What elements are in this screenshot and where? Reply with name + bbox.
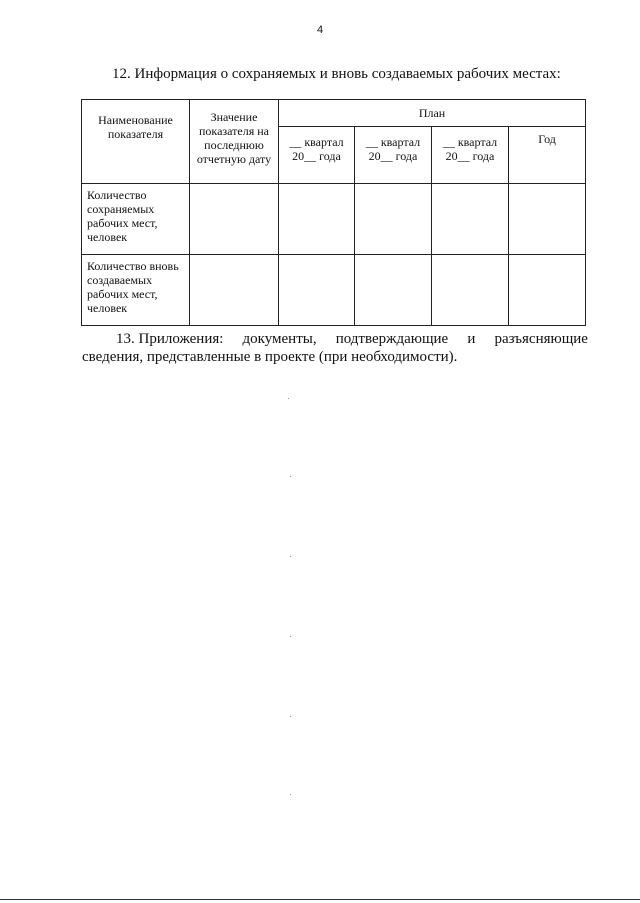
- quarter-1-line1: __ квартал: [289, 135, 344, 149]
- table-cell: [432, 184, 509, 255]
- header-quarter-2: [355, 127, 432, 184]
- table-cell: [355, 184, 432, 255]
- scan-speck: [290, 476, 291, 477]
- header-year: Год: [509, 127, 586, 184]
- section-13-line2: сведения, представленные в проекте (при необходимости).: [82, 349, 458, 365]
- table-cell: [509, 184, 586, 255]
- quarter-1-line2: 20__ года: [292, 149, 341, 163]
- header-value-last-date: Значение показателя на последнюю отчетную дату: [190, 100, 279, 184]
- section-13-line1: [82, 330, 588, 348]
- page-number: 4: [316, 24, 324, 36]
- table-row: [82, 255, 586, 326]
- table-cell: [279, 255, 355, 326]
- section-13-word: и: [467, 331, 476, 347]
- section-13-paragraph: [82, 330, 588, 366]
- section-13-word: подтверждающие: [335, 331, 449, 347]
- table-cell: [279, 184, 355, 255]
- header-quarter-3: [432, 127, 509, 184]
- scan-speck: [290, 636, 291, 637]
- table-cell: [432, 255, 509, 326]
- row-label-new-jobs: Количество вновь создаваемых рабочих мест, человек: [82, 255, 190, 326]
- jobs-table: [81, 99, 586, 326]
- table-cell: [190, 255, 279, 326]
- quarter-2-line1: __ квартал: [365, 135, 421, 149]
- header-quarter-1: [279, 127, 355, 184]
- page-bottom-edge: [0, 899, 640, 900]
- section-12-title: 12. Информация о сохраняемых и вновь создаваемых рабочих местах:: [112, 66, 561, 82]
- table-cell: [509, 255, 586, 326]
- table-row: [82, 184, 586, 255]
- scan-speck: [290, 794, 291, 795]
- table-cell: [190, 184, 279, 255]
- row-label-retained-jobs: Количество сохраняемых рабочих мест, человек: [82, 184, 190, 255]
- scan-speck: [290, 716, 291, 717]
- section-13-word: документы,: [242, 331, 317, 347]
- scan-speck: [290, 556, 291, 557]
- table-cell: [355, 255, 432, 326]
- quarter-3-line2: 20__ года: [445, 149, 495, 163]
- header-plan: План: [279, 100, 586, 127]
- section-13-word: разъясняющие: [494, 331, 588, 347]
- header-indicator-name: Наименование показателя: [82, 100, 190, 184]
- quarter-2-line2: 20__ года: [368, 149, 418, 163]
- scan-speck: [288, 398, 289, 399]
- quarter-3-line1: __ квартал: [442, 135, 498, 149]
- section-13-word: 13. Приложения:: [116, 331, 224, 347]
